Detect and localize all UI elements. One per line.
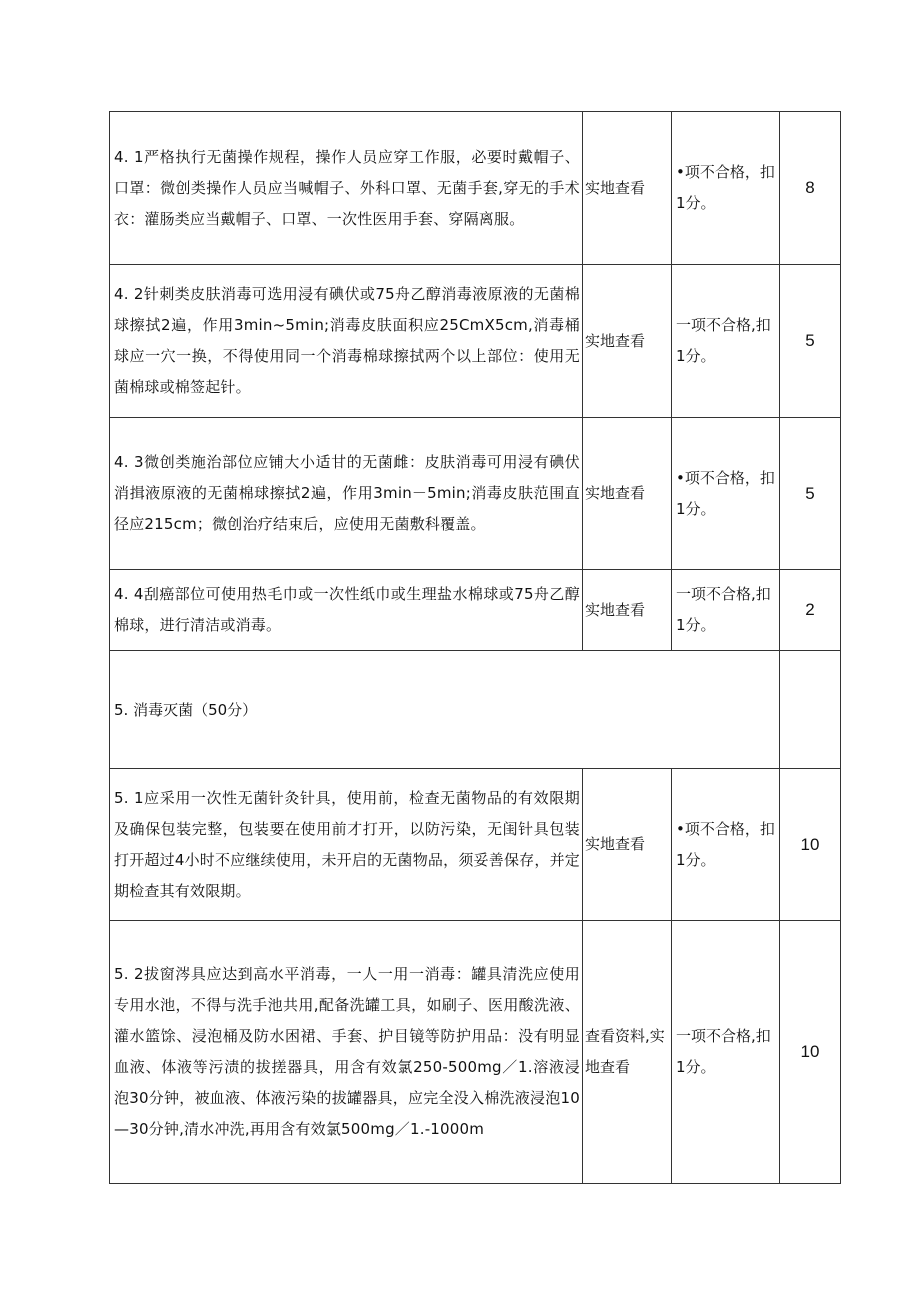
score-cell: 5 — [780, 418, 841, 570]
table-row — [110, 112, 841, 265]
method-cell: 查看资料,实地查看 — [583, 921, 672, 1184]
score-cell: 5 — [780, 265, 841, 418]
table-row — [110, 265, 841, 418]
table-row — [110, 570, 841, 651]
method-cell: 实地查看 — [583, 112, 672, 265]
item-text: 5. 1应采用一次性无菌针灸针具，使用前，检查无菌物品的有效限期及确保包装完整，包装要在使用前才打开，以防污染，无闺针具包装打开超过4小时不应继续使用，未开启的无菌物品，须妥善保存，并定期检查其有效限期。 — [110, 769, 583, 921]
criteria-cell: •项不合格，扣1分。 — [672, 112, 780, 265]
section-heading: 5. 消毒灭菌（50分） — [110, 651, 780, 769]
score-cell — [780, 651, 841, 769]
score-cell: 10 — [780, 921, 841, 1184]
method-cell: 实地查看 — [583, 265, 672, 418]
method-cell: 实地查看 — [583, 418, 672, 570]
item-text: 4. 3微创类施治部位应铺大小适甘的无菌雌：皮肤消毒可用浸有碘伏消揖液原液的无菌棉球擦拭2遍，作用3min－5min;消毒皮肤范围直径应215cm；微创治疗结束后，应使用无菌敷科覆盖。 — [110, 418, 583, 570]
score-cell: 8 — [780, 112, 841, 265]
method-cell: 实地查看 — [583, 570, 672, 651]
criteria-cell: •项不合格，扣1分。 — [672, 418, 780, 570]
criteria-cell: 一项不合格,扣1分。 — [672, 921, 780, 1184]
table-row — [110, 769, 841, 921]
table-row — [110, 921, 841, 1184]
criteria-cell: •项不合格，扣1分。 — [672, 769, 780, 921]
criteria-cell: 一项不合格,扣1分。 — [672, 265, 780, 418]
score-cell: 2 — [780, 570, 841, 651]
table-row — [110, 418, 841, 570]
method-cell: 实地查看 — [583, 769, 672, 921]
inspection-table — [109, 111, 841, 1184]
criteria-cell: 一项不合格,扣1分。 — [672, 570, 780, 651]
item-text: 4. 1严格执行无菌操作规程，操作人员应穿工作服，必要时戴帽子、口罩：微创类操作人员应当喊帽子、外科口罩、无菌手套,穿无的手术衣：灌肠类应当戴帽子、口罩、一次性医用手套、穿隔离服。 — [110, 112, 583, 265]
item-text: 4. 2针刺类皮肤消毒可选用浸有碘伏或75舟乙醇消毒液原液的无菌棉球擦拭2遍，作用3min~5min;消毒皮肤面积应25CmX5cm,消毒桶球应一穴一换，不得使用同一个消毒棉球擦拭两个以上部位：使用无菌棉球或棉签起针。 — [110, 265, 583, 418]
score-cell: 10 — [780, 769, 841, 921]
section-row — [110, 651, 841, 769]
item-text: 5. 2拔窗涔具应达到高水平消毒，一人一用一消毒：罐具清洗应使用专用水池，不得与洗手池共用,配备洗罐工具，如刷子、医用酸洗液、灌水篮馀、浸泡桶及防水困裙、手套、护目镜等防护用品：没有明显血液、体液等污渍的拔搓器具，用含有效氯250-500mg／1.溶液浸泡30分钟，被血液、体液污染的拔罐器具，应完全没入棉洗液浸泡10—30分钟,清水冲洗,再用含有效氯500mg／1.-1000m — [110, 921, 583, 1184]
item-text: 4. 4刮癌部位可使用热毛巾或一次性纸巾或生理盐水棉球或75舟乙醇棉球，进行清洁或消毒。 — [110, 570, 583, 651]
